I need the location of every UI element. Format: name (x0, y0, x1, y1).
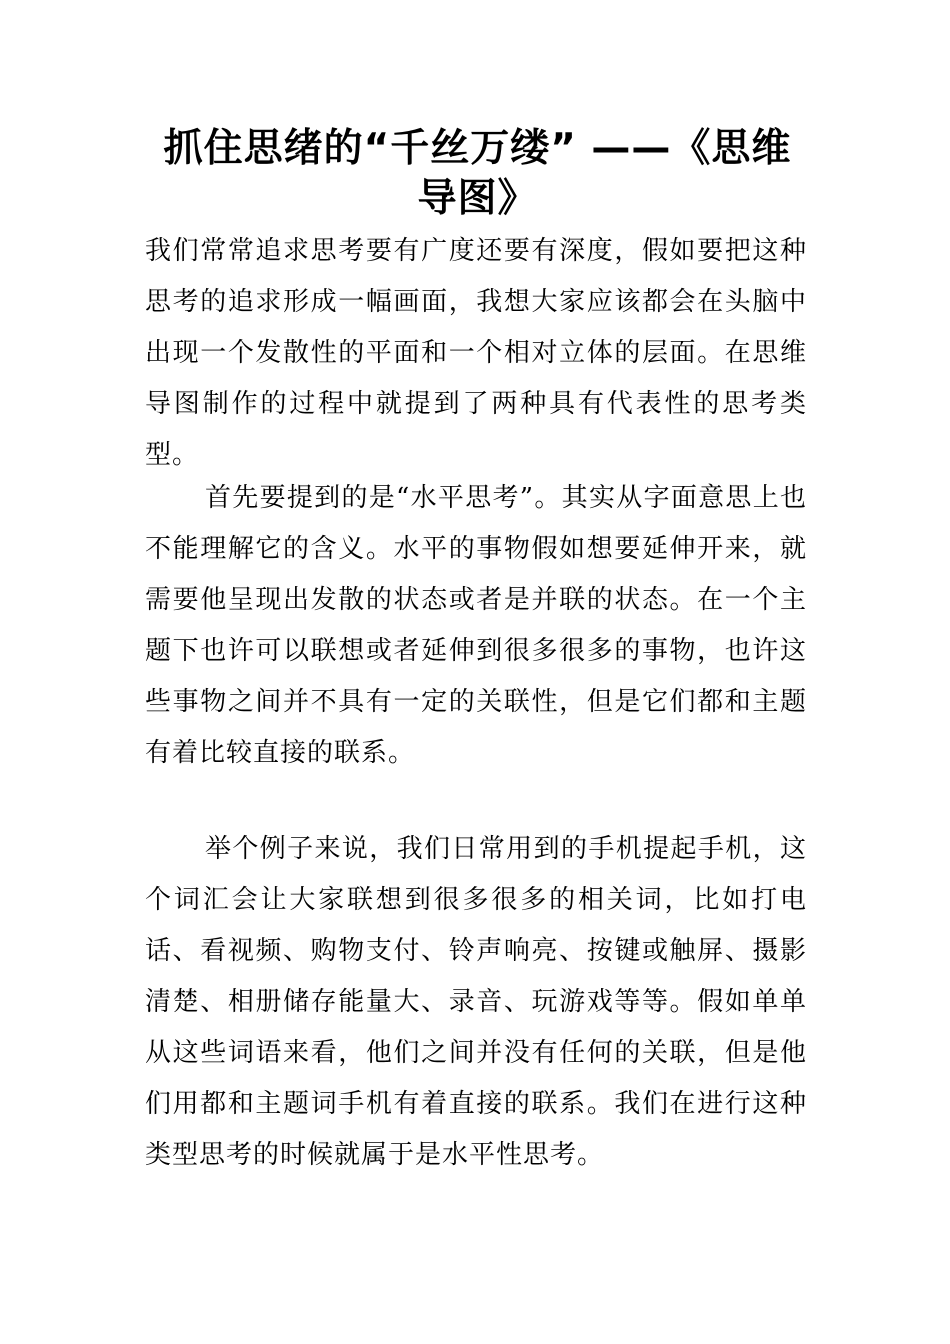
paragraph-horizontal-thinking: 首先要提到的是“水平思考”。其实从字面意思上也不能理解它的含义。水平的事物假如想要延伸开来，就需要他呈现出发散的状态或者是并联的状态。在一个主题下也许可以联想或者延伸到很多很多的事物，也许这些事物之间并不具有一定的关联性，但是它们都和主题有着比较直接的联系。 (145, 483, 807, 768)
paragraph-example: 举个例子来说，我们日常用到的手机提起手机，这个词汇会让大家联想到很多很多的相关词，比如打电话、看视频、购物支付、铃声响亮、按键或触屏、摄影清楚、相册储存能量大、录音、玩游戏等等。假如单单从这些词语来看，他们之间并没有任何的关联，但是他们用都和主题词手机有着直接的联系。我们在进行这种类型思考的时候就属于是水平性思考。 (145, 834, 807, 1170)
document-title: 抓住思绪的“千丝万缕” ——《思维导图》 (163, 126, 792, 221)
paragraph-intro: 我们常常追求思考要有广度还要有深度，假如要把这种思考的追求形成一幅画面，我想大家应该都会在头脑中出现一个发散性的平面和一个相对立体的层面。在思维导图制作的过程中就提到了两种具有代表性的思考类型。 (145, 236, 807, 470)
